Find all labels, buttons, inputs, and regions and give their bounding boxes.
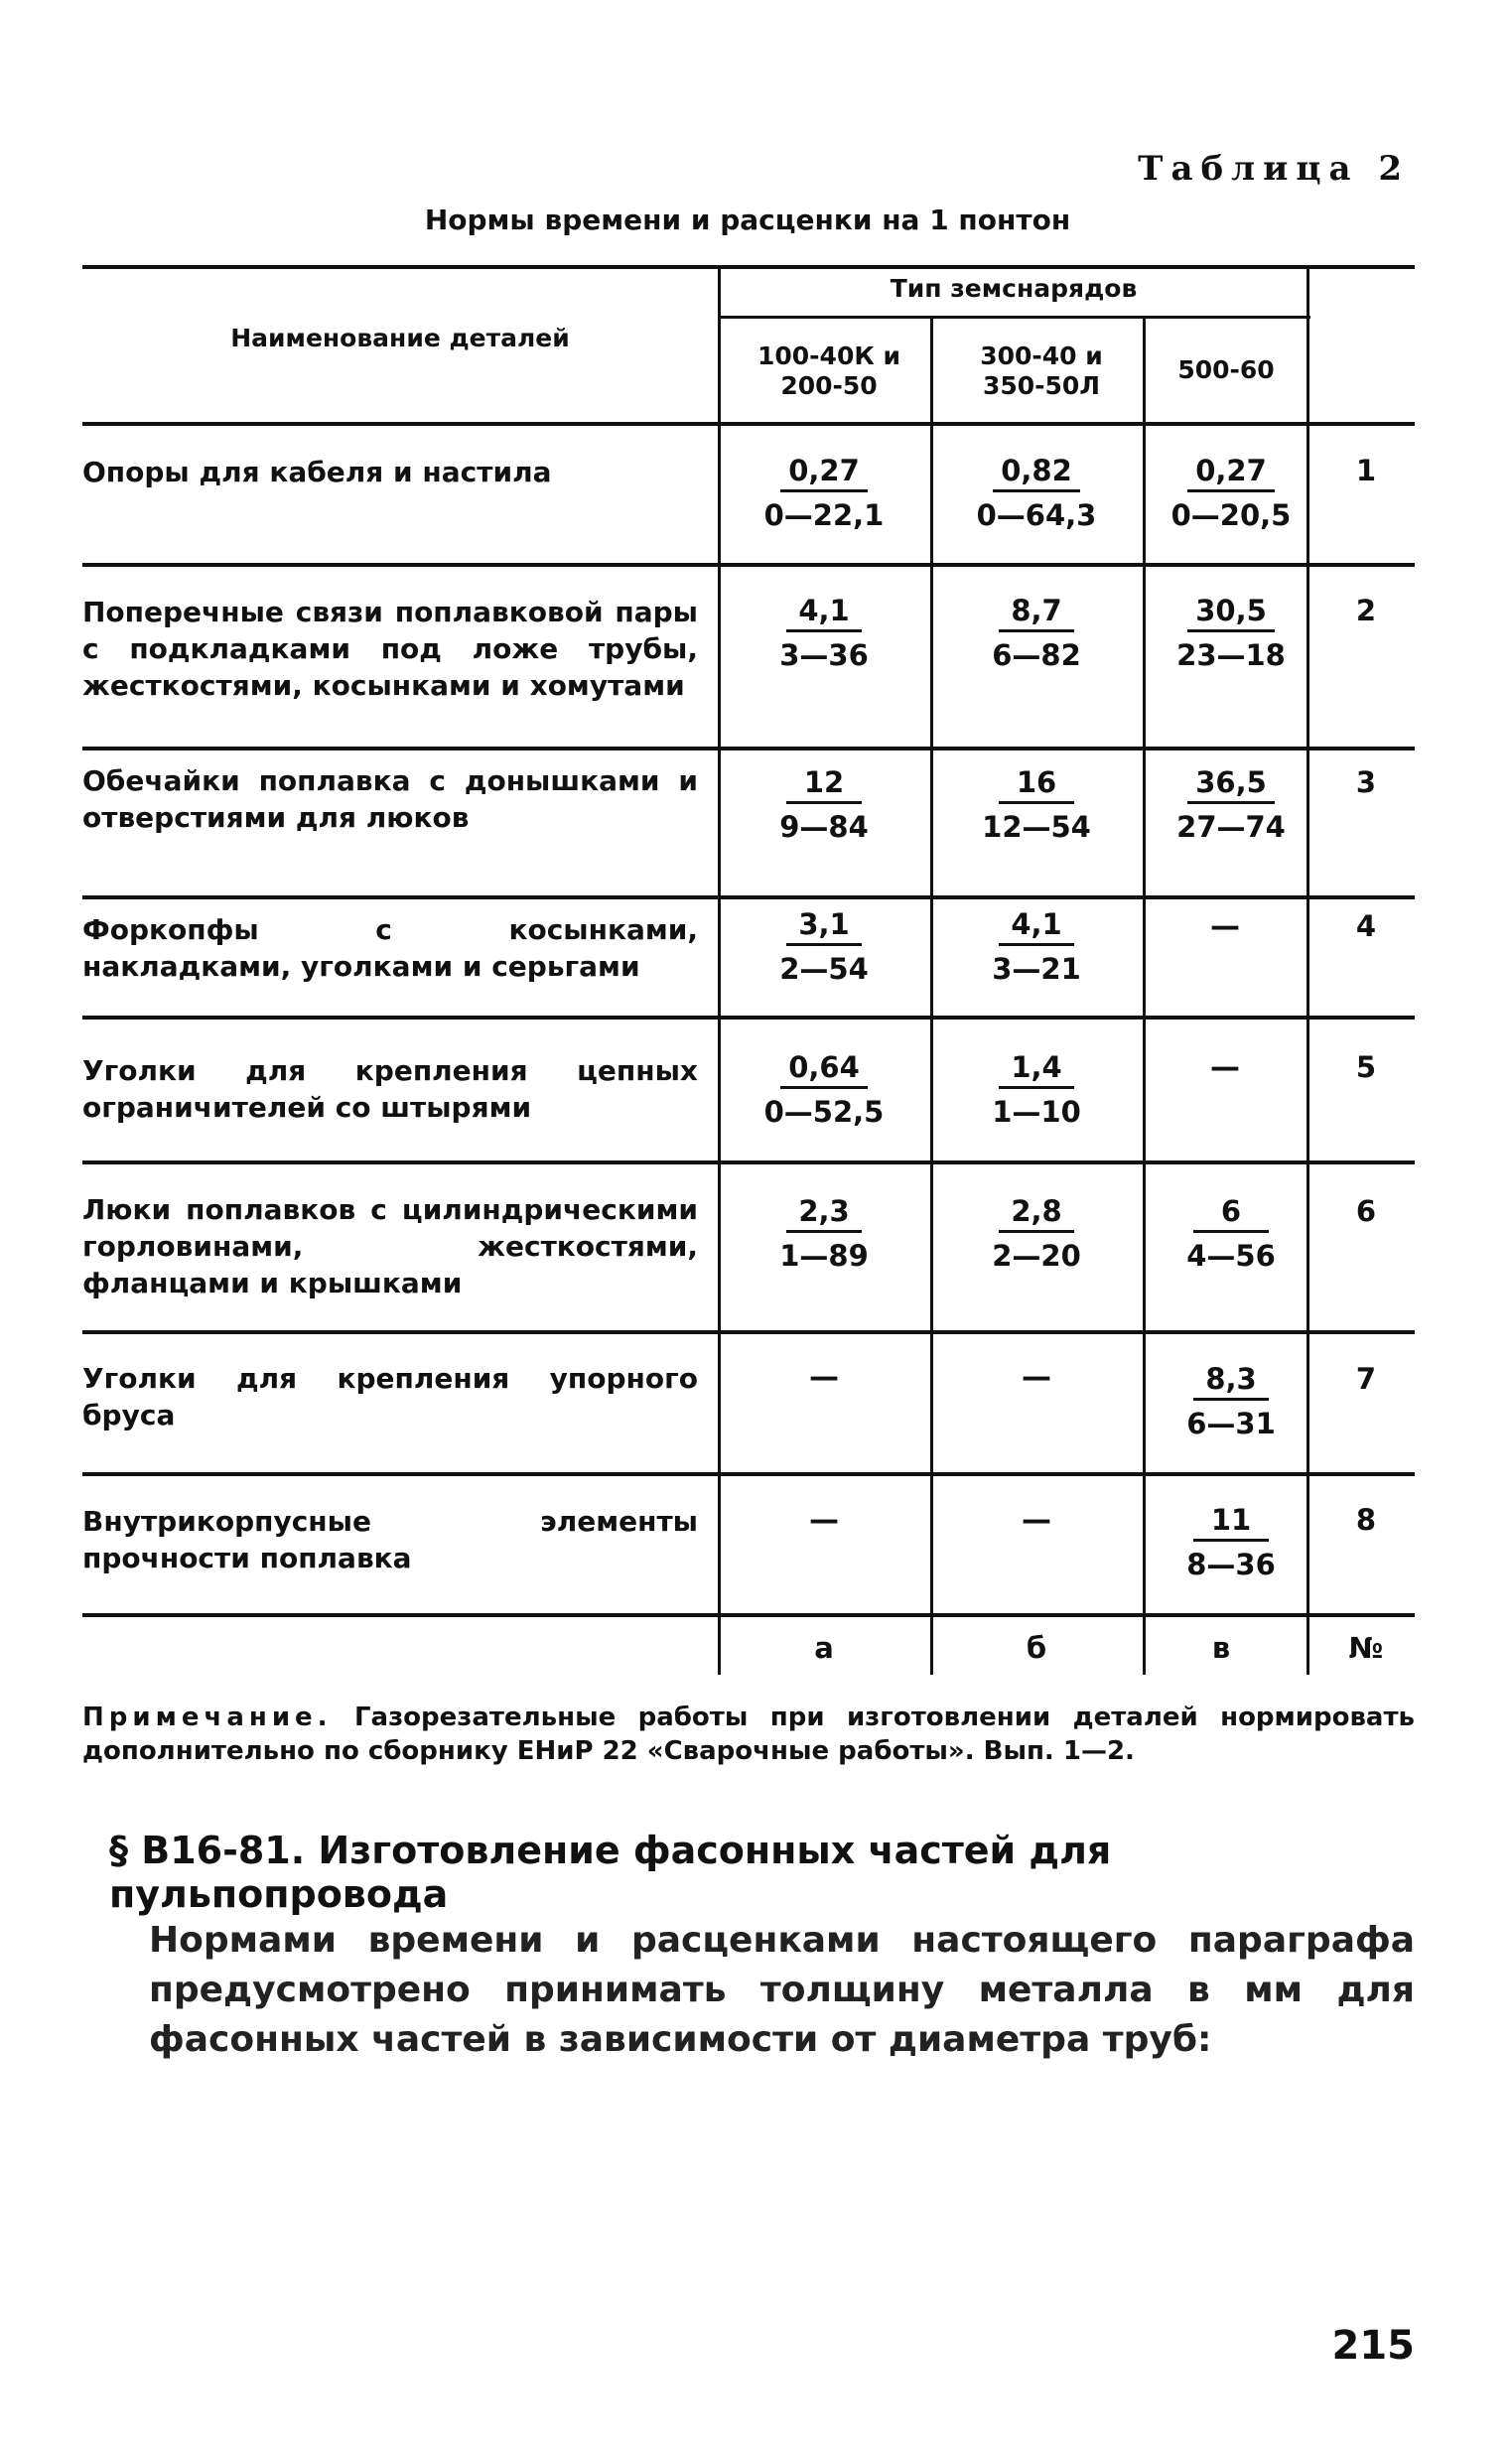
column-rule	[930, 316, 933, 1675]
group-header-rule	[720, 316, 1310, 319]
note-text: Газорезательные работы при изготовлении деталей нормировать дополнительно по сборнику ЕНиР 22 «Сварочные работы». Вып. 1—2.	[82, 1703, 1415, 1766]
norm-time: 0,64	[780, 1050, 868, 1089]
rate: 3—36	[779, 638, 869, 672]
row-number: 2	[1355, 594, 1377, 627]
header-dredger-type: Тип земснарядов	[890, 274, 1138, 303]
row-number: 1	[1355, 454, 1377, 487]
row-number: 3	[1355, 765, 1377, 799]
cell-c-empty: —	[1210, 1050, 1240, 1085]
row-name: Внутрикорпусные элементы прочности поплавка	[82, 1505, 698, 1574]
row-name: Поперечные связи поплавковой пары с подкладками под ложе трубы, жесткостями, косынками и хомутами	[82, 596, 698, 702]
cell-a	[725, 594, 923, 672]
cell-a	[725, 907, 923, 986]
rate: 6—31	[1186, 1407, 1276, 1440]
cell-a	[725, 765, 923, 844]
body-paragraph: Нормами времени и расценками настоящего параграфа предусмотрено принимать толщину металла в мм для фасонных частей в зависимости от диаметра труб:	[149, 1920, 1415, 2060]
rate: 0—52,5	[763, 1095, 885, 1129]
norm-time: 8,7	[999, 594, 1074, 632]
row-rule	[82, 1016, 1415, 1020]
cell-c-empty: —	[1210, 909, 1240, 944]
norm-time: 30,5	[1187, 594, 1275, 632]
cell-a	[725, 1050, 923, 1129]
norm-time: 3,1	[786, 907, 862, 946]
cell-c	[1132, 1503, 1330, 1581]
row-rule	[82, 1330, 1415, 1334]
cell-a-empty: —	[809, 1503, 839, 1538]
row-name: Обечайки поплавка с донышками и отверстиями для люков	[82, 764, 698, 834]
cell-c	[1132, 594, 1330, 672]
row-rule	[82, 747, 1415, 750]
norm-time: 0,27	[1187, 454, 1275, 492]
norm-time: 8,3	[1193, 1362, 1269, 1401]
cell-c	[1132, 765, 1330, 844]
row-number: 6	[1355, 1194, 1377, 1228]
row-name: Опоры для кабеля и настила	[82, 456, 552, 488]
rate: 9—84	[779, 810, 869, 844]
header-name-column: Наименование деталей	[230, 324, 570, 352]
cell-b	[937, 1050, 1136, 1129]
rate: 1—10	[992, 1095, 1081, 1129]
cell-c	[1132, 454, 1330, 532]
cell-b	[937, 907, 1136, 986]
rate: 27—74	[1176, 810, 1286, 844]
footer-col-a: а	[814, 1631, 834, 1665]
header-col-c: 500-60	[1177, 355, 1275, 384]
row-number: 5	[1355, 1050, 1377, 1084]
footer-col-c: в	[1211, 1631, 1231, 1665]
rate: 2—20	[992, 1239, 1081, 1273]
rate: 3—21	[992, 952, 1081, 986]
rate: 4—56	[1186, 1239, 1276, 1273]
cell-a	[725, 1194, 923, 1273]
row-rule	[82, 1160, 1415, 1164]
row-number: 7	[1355, 1362, 1377, 1396]
norm-time: 4,1	[999, 907, 1074, 946]
table-caption: Нормы времени и расценки на 1 понтон	[424, 204, 1071, 236]
cell-b	[937, 765, 1136, 844]
table-top-rule	[82, 265, 1415, 269]
rate: 6—82	[992, 638, 1081, 672]
norm-time: 2,3	[786, 1194, 862, 1233]
norm-time: 12	[786, 765, 862, 804]
cell-b	[937, 594, 1136, 672]
norm-time: 1,4	[999, 1050, 1074, 1089]
section-title: § В16-81. Изготовление фасонных частей для пульпопровода	[109, 1829, 1112, 1916]
rate: 1—89	[779, 1239, 869, 1273]
row-number: 8	[1355, 1503, 1377, 1537]
cell-b-empty: —	[1022, 1503, 1051, 1538]
norm-time: 0,82	[993, 454, 1080, 492]
rate: 0—22,1	[763, 498, 885, 532]
row-rule	[82, 895, 1415, 899]
norm-time: 6	[1193, 1194, 1269, 1233]
table-bottom-rule	[82, 1613, 1415, 1617]
row-rule	[82, 1472, 1415, 1476]
cell-a	[725, 454, 923, 532]
cell-c	[1132, 1362, 1330, 1440]
footer-col-number: №	[1348, 1631, 1384, 1665]
row-rule	[82, 563, 1415, 567]
table-label: Таблица 2	[1138, 149, 1410, 189]
header-col-b: 300-40 и 350-50Л	[980, 341, 1103, 400]
row-number: 4	[1355, 909, 1377, 943]
norm-time: 4,1	[786, 594, 862, 632]
page-number: 215	[1331, 2323, 1415, 2369]
row-name: Форкопфы с косынками, накладками, уголками и серьгами	[82, 913, 698, 983]
norm-time: 11	[1193, 1503, 1269, 1542]
rate: 0—20,5	[1170, 498, 1292, 532]
cell-b	[937, 1194, 1136, 1273]
norm-time: 16	[999, 765, 1074, 804]
column-rule	[718, 265, 721, 1675]
cell-c	[1132, 1194, 1330, 1273]
rate: 12—54	[982, 810, 1091, 844]
row-name: Люки поплавков с цилиндрическими горловинами, жесткостями, фланцами и крышками	[82, 1193, 698, 1299]
header-col-a: 100-40К и 200-50	[756, 341, 900, 400]
row-name: Уголки для крепления упорного бруса	[82, 1362, 698, 1431]
table-note	[82, 1701, 1415, 1768]
norm-time: 36,5	[1187, 765, 1275, 804]
norm-time: 2,8	[999, 1194, 1074, 1233]
rate: 8—36	[1186, 1548, 1276, 1581]
cell-a-empty: —	[809, 1360, 839, 1395]
footer-col-b: б	[1026, 1631, 1047, 1665]
cell-b	[937, 454, 1136, 532]
norm-time: 0,27	[780, 454, 868, 492]
note-label: Примечание.	[82, 1703, 333, 1732]
header-bottom-rule	[82, 422, 1415, 426]
rate: 2—54	[779, 952, 869, 986]
cell-b-empty: —	[1022, 1360, 1051, 1395]
rate: 0—64,3	[976, 498, 1097, 532]
row-name: Уголки для крепления цепных ограничителей со штырями	[82, 1054, 698, 1124]
rate: 23—18	[1176, 638, 1286, 672]
